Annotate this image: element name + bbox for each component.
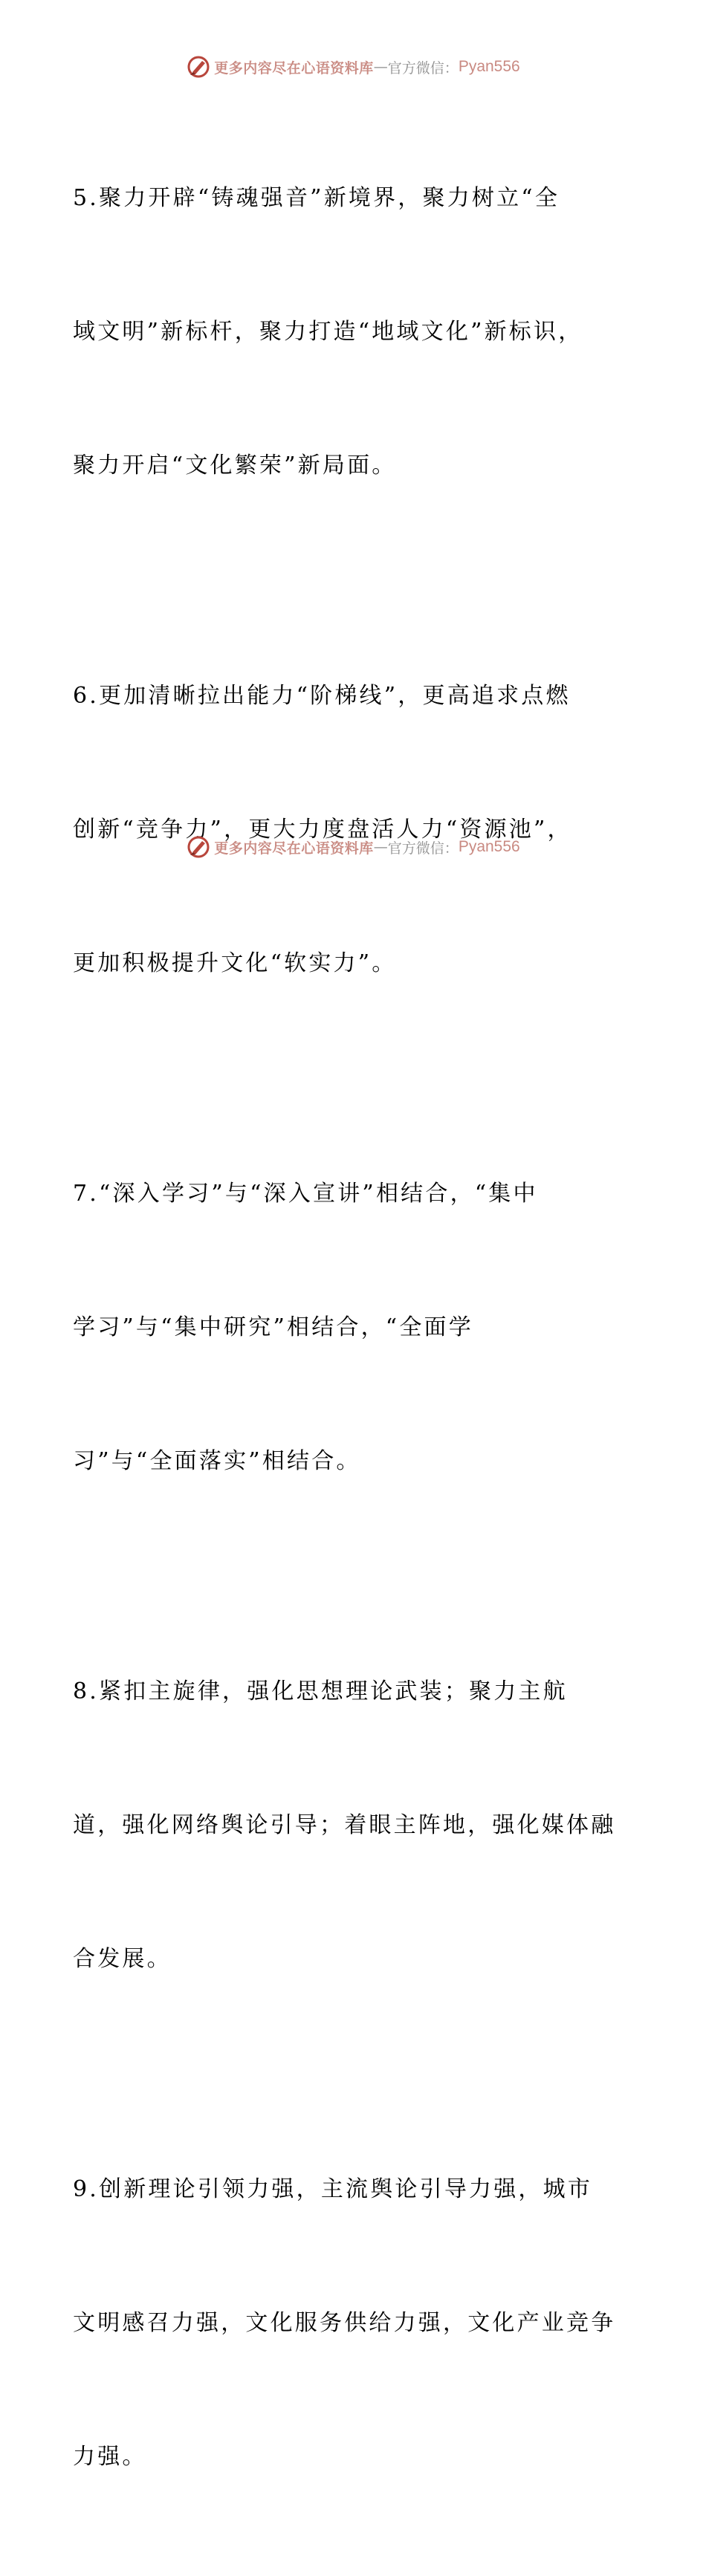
paragraph-line: 更加积极提升文化“软实力”。 — [73, 950, 397, 976]
paragraph-line: 合发展。 — [73, 1946, 172, 1972]
footer-watermark — [0, 832, 706, 862]
watermark-id: Pyan556 — [458, 838, 520, 855]
paragraph-line: 道，强化网络舆论引导；着眼主阵地，强化媒体融 — [73, 1812, 616, 1838]
paragraph-line: 5.聚力开辟“铸魂强音”新境界，聚力树立“全 — [73, 185, 560, 211]
paragraph-line: 7.“深入学习”与“深入宣讲”相结合，“集中 — [73, 1181, 538, 1207]
watermark-separator: — — [373, 59, 388, 75]
document-body — [73, 87, 638, 2576]
paragraph-9 — [73, 2078, 638, 2569]
paragraph-line: 力强。 — [73, 2444, 147, 2470]
paragraph-line: 文明感召力强，文化服务供给力强，文化产业竞争 — [73, 2310, 616, 2336]
paragraph-line: 8.紧扣主旋律，强化思想理论武装；聚力主航 — [73, 1678, 568, 1704]
paragraph-8 — [73, 1580, 638, 2071]
header-watermark — [0, 52, 706, 82]
pen-logo-icon — [186, 834, 211, 860]
paragraph-line: 创新“竞争力”，更大力度盘活人力“资源池”， — [73, 817, 572, 843]
paragraph-line: 聚力开启“文化繁荣”新局面。 — [73, 452, 397, 478]
watermark-main-text: 更多内容尽在心语资料库 — [214, 59, 374, 77]
watermark-main-text: 更多内容尽在心语资料库 — [214, 840, 374, 857]
paragraph-6 — [73, 585, 638, 1075]
paragraph-line: 6.更加清晰拉出能力“阶梯线”，更高追求点燃 — [73, 683, 571, 709]
watermark-sub-text: 官方微信： — [387, 59, 459, 77]
paragraph-line: 习”与“全面落实”相结合。 — [73, 1448, 361, 1474]
pen-logo-icon — [186, 54, 211, 80]
watermark-separator: — — [373, 839, 388, 855]
paragraph-line: 9.创新理论引领力强，主流舆论引导力强，城市 — [73, 2176, 593, 2202]
paragraph-5 — [73, 87, 638, 577]
paragraph-line: 学习”与“集中研究”相结合，“全面学 — [73, 1314, 473, 1340]
watermark-sub-text: 官方微信： — [387, 840, 459, 857]
watermark-id: Pyan556 — [458, 58, 520, 75]
paragraph-7 — [73, 1083, 638, 1573]
paragraph-line: 域文明”新标杆，聚力打造“地域文化”新标识， — [73, 319, 583, 345]
